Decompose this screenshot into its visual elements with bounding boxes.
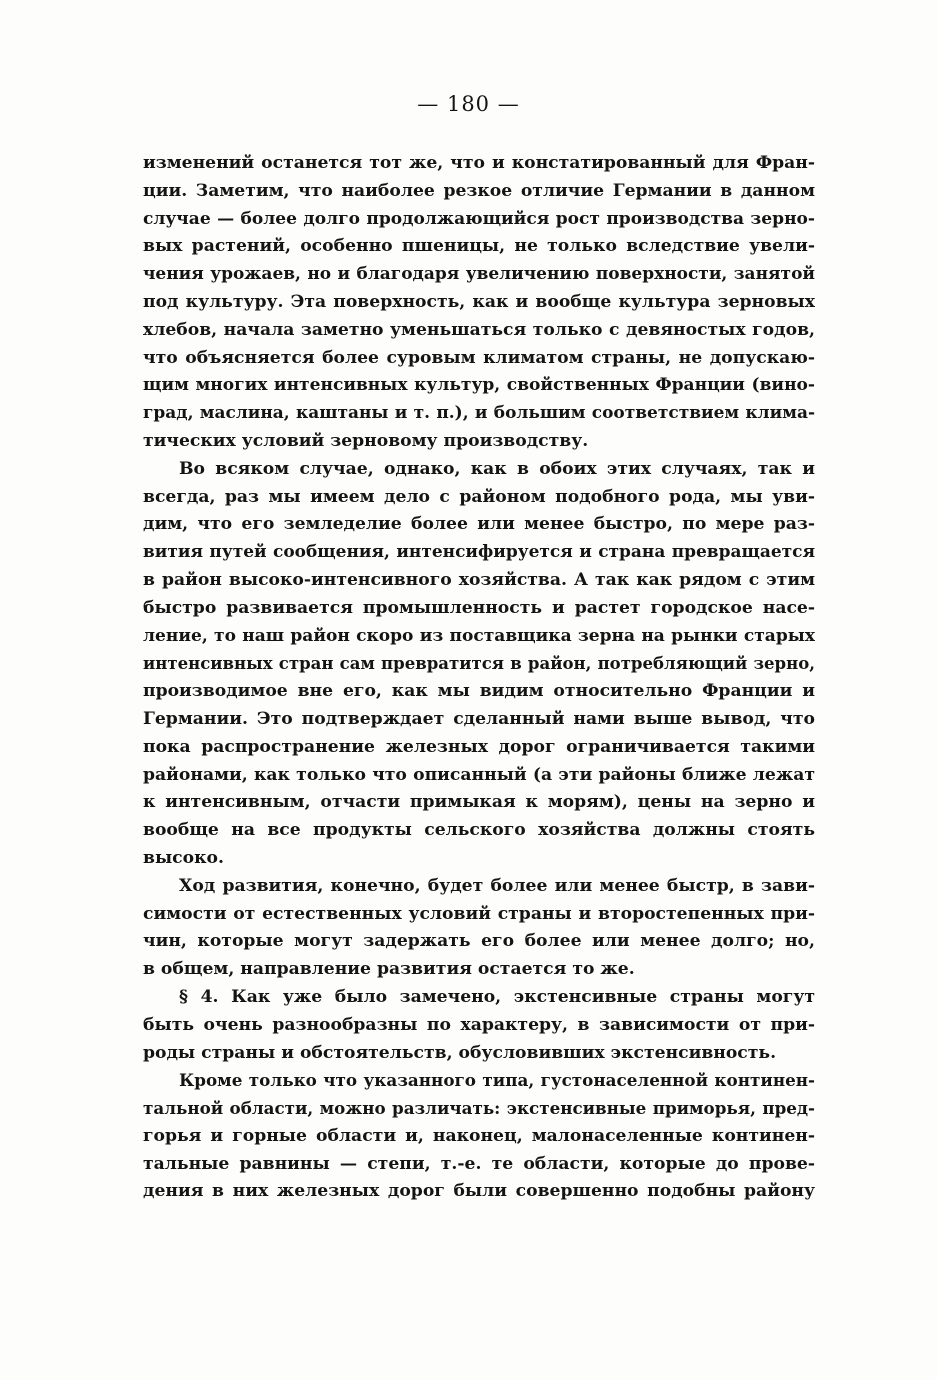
text-line: вообще на все продукты сельского хозяйства должны стоять — [143, 820, 815, 841]
text-line: тальной области, можно различать: экстенсивные приморья, пред- — [143, 1098, 815, 1119]
text-line: град, маслина, каштаны и т. п.), и большим соответствием клима- — [143, 403, 815, 424]
text-line: дения в них железных дорог были совершенно подобны району — [143, 1181, 815, 1202]
text-line: ции. Заметим, что наиболее резкое отличие Германии в данном — [143, 180, 815, 201]
text-line: чин, которые могут задержать его более или менее долго; но, — [143, 931, 815, 952]
text-line: роды страны и обстоятельств, обусловивших экстенсивность. — [143, 1042, 777, 1063]
text-line: тических условий зерновому производству. — [143, 430, 589, 451]
text-line: под культуру. Эта поверхность, как и вообще культура зерновых — [143, 291, 815, 312]
text-line: щим многих интенсивных культур, свойственных Франции (вино- — [143, 375, 815, 396]
text-line: вых растений, особенно пшеницы, не только вследствие увели- — [143, 236, 815, 257]
text-line: интенсивных стран сам превратится в район, потребляющий зерно, — [143, 653, 815, 674]
text-line: районами, как только что описанный (а эти районы ближе лежат — [143, 764, 815, 785]
text-line: Ход развития, конечно, будет более или менее быстр, в зави- — [179, 875, 815, 896]
text-line: пока распространение железных дорог ограничивается такими — [143, 736, 815, 757]
text-line: быстро развивается промышленность и растет городское насе- — [143, 597, 815, 618]
paragraph-p3 — [143, 873, 815, 984]
text-line: Кроме только что указанного типа, густонаселенной континен- — [179, 1070, 815, 1091]
body-text — [143, 150, 815, 1206]
text-line: к интенсивным, отчасти примыкая к морям), цены на зерно и — [143, 792, 815, 813]
text-line: высоко. — [143, 847, 224, 868]
text-line: всегда, раз мы имеем дело с районом подобного рода, мы уви- — [143, 486, 815, 507]
paragraph-p4 — [143, 984, 815, 1067]
text-line: § 4. Как уже было замечено, экстенсивные страны могут — [179, 986, 815, 1007]
text-line: Во всяком случае, однако, как в обоих этих случаях, так и — [179, 458, 815, 479]
text-line: быть очень разнообразны по характеру, в зависимости от при- — [143, 1014, 815, 1035]
paragraph-p5 — [143, 1067, 815, 1206]
page-number: — 180 — — [417, 92, 520, 116]
text-line: симости от естественных условий страны и второстепенных при- — [143, 903, 815, 924]
text-line: в район высоко-интенсивного хозяйства. А так как рядом с этим — [143, 569, 815, 590]
text-line: ление, то наш район скоро из поставщика зерна на рынки старых — [143, 625, 815, 646]
text-line: дим, что его земледелие более или менее быстро, по мере раз- — [143, 514, 815, 535]
text-line: чения урожаев, но и благодаря увеличению поверхности, занятой — [143, 264, 815, 285]
text-line: в общем, направление развития остается то же. — [143, 959, 635, 980]
text-line: производимое вне его, как мы видим относительно Франции и — [143, 681, 815, 702]
text-line: вития путей сообщения, интенсифируется и страна превращается — [143, 542, 815, 563]
text-line: случае — более долго продолжающийся рост производства зерно- — [143, 208, 815, 229]
text-line: что объясняется более суровым климатом страны, не допускаю- — [143, 347, 815, 368]
text-line: тальные равнины — степи, т.-е. те области, которые до прове- — [143, 1153, 815, 1174]
text-line: Германии. Это подтверждает сделанный нами выше вывод, что — [143, 708, 815, 729]
text-line: горья и горные области и, наконец, малонаселенные континен- — [143, 1125, 815, 1146]
text-line: хлебов, начала заметно уменьшаться только с девяностых годов, — [143, 319, 815, 340]
text-line: изменений останется тот же, что и констатированный для Фран- — [143, 153, 815, 173]
paragraph-p2 — [143, 456, 815, 873]
paragraph-p1 — [143, 150, 815, 456]
